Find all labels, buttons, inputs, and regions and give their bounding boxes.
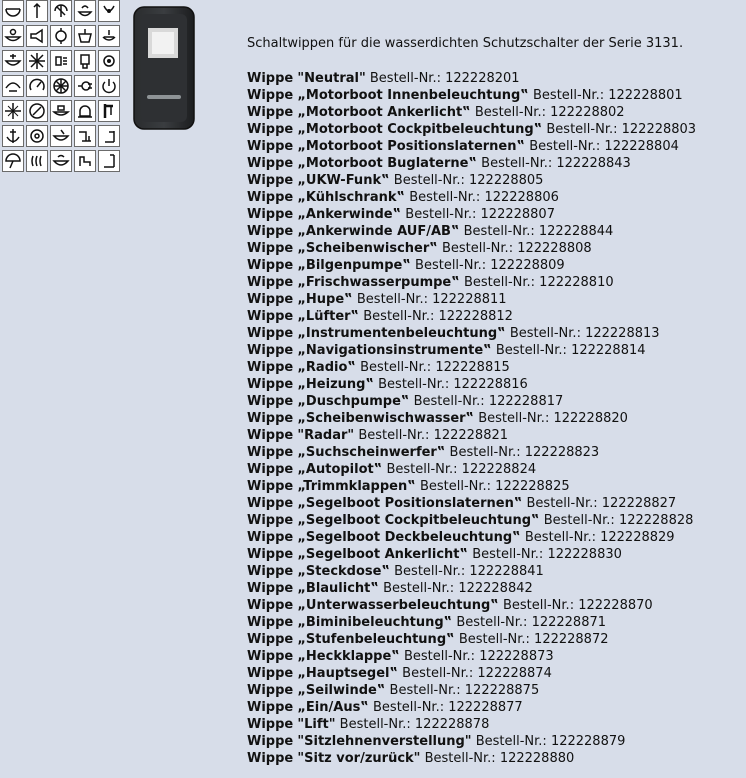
row-prefix: Wippe <box>247 581 294 596</box>
order-number: 122228878 <box>414 717 490 732</box>
row-prefix: Wippe <box>247 343 294 358</box>
switch-label: „Unterwasserbeleuchtung‟ <box>297 598 499 613</box>
radio-icon <box>26 125 48 147</box>
switch-label: „Kühlschrank‟ <box>297 190 406 205</box>
spotlight-icon <box>50 25 72 47</box>
compass-arrow-icon <box>26 0 48 22</box>
list-item <box>247 189 696 206</box>
list-item <box>247 291 696 308</box>
order-label: Bestell-Nr.: <box>449 445 521 460</box>
list-item <box>247 410 696 427</box>
list-item <box>247 70 696 87</box>
list-item <box>247 580 696 597</box>
intro-text: Schaltwippen für die wasserdichten Schutzschalter der Serie 3131. <box>247 36 684 51</box>
order-label: Bestell-Nr.: <box>358 428 430 443</box>
list-item <box>247 393 696 410</box>
row-prefix: Wippe <box>247 513 294 528</box>
gauge-icon <box>26 75 48 97</box>
switch-label: „Motorboot Positionslaternen‟ <box>297 139 526 154</box>
switch-label: „Hupe‟ <box>297 292 353 307</box>
order-number: 122228811 <box>432 292 507 307</box>
order-number: 122228829 <box>600 530 675 545</box>
list-item <box>247 87 696 104</box>
water-tank-icon <box>74 50 96 72</box>
list-item <box>247 172 696 189</box>
switch-label: „Radio‟ <box>297 360 356 375</box>
siren-icon <box>74 100 96 122</box>
order-label: Bestell-Nr.: <box>509 326 581 341</box>
row-prefix: Wippe <box>247 309 294 324</box>
list-item <box>247 240 696 257</box>
row-prefix: Wippe <box>247 360 294 375</box>
list-item <box>247 461 696 478</box>
order-number: 122228805 <box>469 173 544 188</box>
row-prefix: Wippe <box>247 394 294 409</box>
switch-label: „Autopilot‟ <box>297 462 383 477</box>
switch-label: „Segelboot Positionslaternen‟ <box>297 496 523 511</box>
switch-label: „Heizung‟ <box>297 377 374 392</box>
switch-label: "Sitz vor/zurück" <box>297 751 421 766</box>
symbol-grid <box>2 0 120 172</box>
order-number: 122228815 <box>435 360 510 375</box>
heating-icon <box>26 150 48 172</box>
order-label: Bestell-Nr.: <box>419 479 492 494</box>
row-prefix: Wippe <box>247 734 294 749</box>
list-item <box>247 665 696 682</box>
list-item <box>247 257 696 274</box>
bowl-icon <box>50 125 72 147</box>
list-item <box>247 546 696 563</box>
list-item <box>247 495 696 512</box>
order-label: Bestell-Nr.: <box>409 190 481 205</box>
seat-icon <box>74 150 96 172</box>
switch-label: „Ankerwinde AUF/AB‟ <box>297 224 460 239</box>
cockpit-bowl-icon <box>74 0 96 22</box>
order-label: Bestell-Nr.: <box>456 615 528 630</box>
order-label: Bestell-Nr.: <box>424 751 496 766</box>
pump-icon <box>74 25 96 47</box>
row-prefix: Wippe <box>247 122 294 137</box>
row-prefix: Wippe <box>247 224 294 239</box>
order-number: 122228809 <box>490 258 565 273</box>
order-number: 122228820 <box>553 411 628 426</box>
row-prefix: Wippe <box>247 547 294 562</box>
order-number: 122228821 <box>433 428 509 443</box>
heater-icon <box>98 50 120 72</box>
order-number: 122228841 <box>469 564 544 579</box>
list-item <box>247 359 696 376</box>
switch-label: „Frischwasserpumpe‟ <box>297 275 460 290</box>
order-label: Bestell-Nr.: <box>363 309 435 324</box>
list-item <box>247 325 696 342</box>
order-label: Bestell-Nr.: <box>472 547 544 562</box>
row-prefix: Wippe <box>247 649 294 664</box>
deck-light-icon <box>50 0 72 22</box>
list-item <box>247 614 696 631</box>
row-prefix: Wippe <box>247 428 294 443</box>
order-label: Bestell-Nr.: <box>393 173 465 188</box>
row-prefix: Wippe <box>247 156 294 171</box>
order-label: Bestell-Nr.: <box>405 207 477 222</box>
switch-label: „Motorboot Innenbeleuchtung‟ <box>297 88 529 103</box>
switch-label: „Duschpumpe‟ <box>297 394 410 409</box>
switch-label: „Stufenbeleuchtung‟ <box>297 632 455 647</box>
order-number: 122228801 <box>608 88 683 103</box>
order-label: Bestell-Nr.: <box>415 258 487 273</box>
row-prefix: Wippe <box>247 207 294 222</box>
order-number: 122228872 <box>534 632 609 647</box>
row-prefix: Wippe <box>247 292 294 307</box>
switch-label: „Blaulicht‟ <box>297 581 379 596</box>
order-label: Bestell-Nr.: <box>383 581 455 596</box>
lamp-icon <box>98 0 120 22</box>
list-item <box>247 342 696 359</box>
switch-label: "Neutral" <box>297 71 366 86</box>
switch-label: „Segelboot Ankerlicht‟ <box>297 547 469 562</box>
navigation-star-icon <box>2 100 24 122</box>
order-label: Bestell-Nr.: <box>458 632 530 647</box>
wheel-icon <box>50 75 72 97</box>
light-bulb-dome-icon <box>2 0 24 22</box>
lift-icon <box>98 150 120 172</box>
order-label: Bestell-Nr.: <box>529 139 601 154</box>
order-number: 122228813 <box>585 326 660 341</box>
switch-label: „Scheibenwischer‟ <box>297 241 438 256</box>
order-number: 122228824 <box>461 462 537 477</box>
list-item <box>247 121 696 138</box>
list-item <box>247 427 696 444</box>
list-item <box>247 529 696 546</box>
order-label: Bestell-Nr.: <box>339 717 411 732</box>
switch-label: „Seilwinde‟ <box>297 683 386 698</box>
fridge-icon <box>74 125 96 147</box>
switch-label: "Lift" <box>297 717 336 732</box>
row-prefix: Wippe <box>247 88 294 103</box>
row-prefix: Wippe <box>247 700 294 715</box>
switch-label: „Steckdose‟ <box>297 564 390 579</box>
order-number: 122228817 <box>488 394 564 409</box>
order-number: 122228823 <box>524 445 600 460</box>
row-prefix: Wippe <box>247 377 294 392</box>
order-number: 122228201 <box>445 71 520 86</box>
list-item <box>247 223 696 240</box>
order-label: Bestell-Nr.: <box>389 683 461 698</box>
row-prefix: Wippe <box>247 190 294 205</box>
switch-label: „Hauptsegel‟ <box>297 666 399 681</box>
order-number: 122228877 <box>448 700 523 715</box>
order-number: 122228828 <box>618 513 694 528</box>
row-prefix: Wippe <box>247 564 294 579</box>
switch-label: „Motorboot Cockpitbeleuchtung‟ <box>297 122 543 137</box>
order-number: 122228843 <box>556 156 631 171</box>
row-prefix: Wippe <box>247 496 294 511</box>
order-label: Bestell-Nr.: <box>502 598 575 613</box>
order-label: Bestell-Nr.: <box>524 530 596 545</box>
switch-label: „Scheibenwischwasser‟ <box>297 411 475 426</box>
row-prefix: Wippe <box>247 598 294 613</box>
order-label: Bestell-Nr.: <box>378 377 450 392</box>
switch-label: „Motorboot Ankerlicht‟ <box>297 105 471 120</box>
list-item <box>247 155 696 172</box>
order-number: 122228830 <box>547 547 622 562</box>
row-prefix: Wippe <box>247 71 294 86</box>
order-label: Bestell-Nr.: <box>356 292 428 307</box>
headlight-icon <box>50 50 72 72</box>
list-item <box>247 104 696 121</box>
order-label: Bestell-Nr.: <box>403 649 476 664</box>
switch-label: „Ein/Aus‟ <box>297 700 369 715</box>
order-number: 122228879 <box>550 734 626 749</box>
compass-icon <box>26 100 48 122</box>
order-label: Bestell-Nr.: <box>369 71 441 86</box>
rocker-switch-image <box>133 6 195 130</box>
bilge-pump-icon <box>50 100 72 122</box>
fan-icon <box>26 50 48 72</box>
order-number: 122228804 <box>604 139 679 154</box>
row-prefix: Wippe <box>247 173 294 188</box>
list-item <box>247 138 696 155</box>
order-number: 122228825 <box>495 479 570 494</box>
row-prefix: Wippe <box>247 462 294 477</box>
trim-tab-icon <box>98 100 120 122</box>
row-prefix: Wippe <box>247 632 294 647</box>
row-prefix: Wippe <box>247 683 294 698</box>
switch-label: „Biminibeleuchtung‟ <box>297 615 453 630</box>
order-number: 122228870 <box>578 598 653 613</box>
order-number: 122228844 <box>538 224 614 239</box>
order-label: Bestell-Nr.: <box>386 462 458 477</box>
list-item <box>247 648 696 665</box>
list-item <box>247 716 696 733</box>
list-item <box>247 512 696 529</box>
list-item <box>247 597 696 614</box>
list-item <box>247 750 696 767</box>
list-item <box>247 206 696 223</box>
order-label: Bestell-Nr.: <box>543 513 615 528</box>
row-prefix: Wippe <box>247 479 294 494</box>
order-label: Bestell-Nr.: <box>475 734 547 749</box>
row-prefix: Wippe <box>247 258 294 273</box>
list-item <box>247 444 696 461</box>
order-label: Bestell-Nr.: <box>533 88 605 103</box>
bimini-icon <box>2 150 24 172</box>
order-label: Bestell-Nr.: <box>474 105 546 120</box>
row-prefix: Wippe <box>247 615 294 630</box>
row-prefix: Wippe <box>247 139 294 154</box>
list-item <box>247 478 696 495</box>
water-bowl-icon <box>50 150 72 172</box>
switch-label: "Radar" <box>297 428 355 443</box>
plug-icon <box>74 75 96 97</box>
order-label: Bestell-Nr.: <box>413 394 485 409</box>
row-prefix: Wippe <box>247 751 294 766</box>
order-number: 122228871 <box>531 615 607 630</box>
list-item <box>247 699 696 716</box>
row-prefix: Wippe <box>247 275 294 290</box>
list-item <box>247 733 696 750</box>
order-label: Bestell-Nr.: <box>360 360 432 375</box>
order-label: Bestell-Nr.: <box>546 122 618 137</box>
order-number: 122228802 <box>550 105 625 120</box>
order-label: Bestell-Nr.: <box>463 224 535 239</box>
order-number: 122228816 <box>453 377 528 392</box>
anchor-light-icon <box>2 50 24 72</box>
order-label: Bestell-Nr.: <box>402 666 474 681</box>
switch-label: „Suchscheinwerfer‟ <box>297 445 446 460</box>
list-item <box>247 274 696 291</box>
switch-label: „Ankerwinde‟ <box>297 207 402 222</box>
row-prefix: Wippe <box>247 666 294 681</box>
switch-label: „Instrumentenbeleuchtung‟ <box>297 326 506 341</box>
hatch-icon <box>98 125 120 147</box>
order-number: 122228842 <box>458 581 533 596</box>
order-label: Bestell-Nr.: <box>373 700 445 715</box>
list-item <box>247 308 696 325</box>
switch-label: „Heckklappe‟ <box>297 649 400 664</box>
list-item <box>247 563 696 580</box>
row-prefix: Wippe <box>247 411 294 426</box>
switch-label: „Segelboot Deckbeleuchtung‟ <box>297 530 521 545</box>
switch-label: "Sitzlehnenverstellung" <box>297 734 472 749</box>
switch-label: „UKW-Funk‟ <box>297 173 390 188</box>
horn-icon <box>26 25 48 47</box>
order-number: 122228812 <box>438 309 513 324</box>
switch-label: „Motorboot Buglaterne‟ <box>297 156 478 171</box>
list-item <box>247 682 696 699</box>
order-label: Bestell-Nr.: <box>463 275 536 290</box>
row-prefix: Wippe <box>247 326 294 341</box>
order-label: Bestell-Nr.: <box>441 241 514 256</box>
shower-icon <box>98 25 120 47</box>
row-prefix: Wippe <box>247 530 294 545</box>
order-label: Bestell-Nr.: <box>394 564 466 579</box>
order-label: Bestell-Nr.: <box>495 343 567 358</box>
switch-label: „Trimmklappen‟ <box>297 479 416 494</box>
switch-label: „Bilgenpumpe‟ <box>297 258 411 273</box>
order-number: 122228873 <box>479 649 554 664</box>
order-number: 122228880 <box>499 751 575 766</box>
product-list <box>247 70 696 767</box>
wiper-icon <box>2 75 24 97</box>
switch-label: „Lüfter‟ <box>297 309 360 324</box>
order-number: 122228875 <box>464 683 540 698</box>
list-item <box>247 376 696 393</box>
boat-light-icon <box>2 25 24 47</box>
order-number: 122228874 <box>477 666 552 681</box>
row-prefix: Wippe <box>247 717 294 732</box>
order-number: 122228803 <box>621 122 697 137</box>
row-prefix: Wippe <box>247 241 294 256</box>
order-number: 122228810 <box>539 275 614 290</box>
order-number: 122228827 <box>601 496 677 511</box>
order-number: 122228806 <box>484 190 559 205</box>
switch-label: „Segelboot Cockpitbeleuchtung‟ <box>297 513 540 528</box>
order-number: 122228814 <box>571 343 646 358</box>
list-item <box>247 631 696 648</box>
row-prefix: Wippe <box>247 105 294 120</box>
order-number: 122228808 <box>517 241 592 256</box>
switch-label: „Navigationsinstrumente‟ <box>297 343 492 358</box>
order-label: Bestell-Nr.: <box>478 411 550 426</box>
power-icon <box>98 75 120 97</box>
order-label: Bestell-Nr.: <box>526 496 598 511</box>
order-number: 122228807 <box>480 207 555 222</box>
order-label: Bestell-Nr.: <box>481 156 553 171</box>
row-prefix: Wippe <box>247 445 294 460</box>
anchor-icon <box>2 125 24 147</box>
